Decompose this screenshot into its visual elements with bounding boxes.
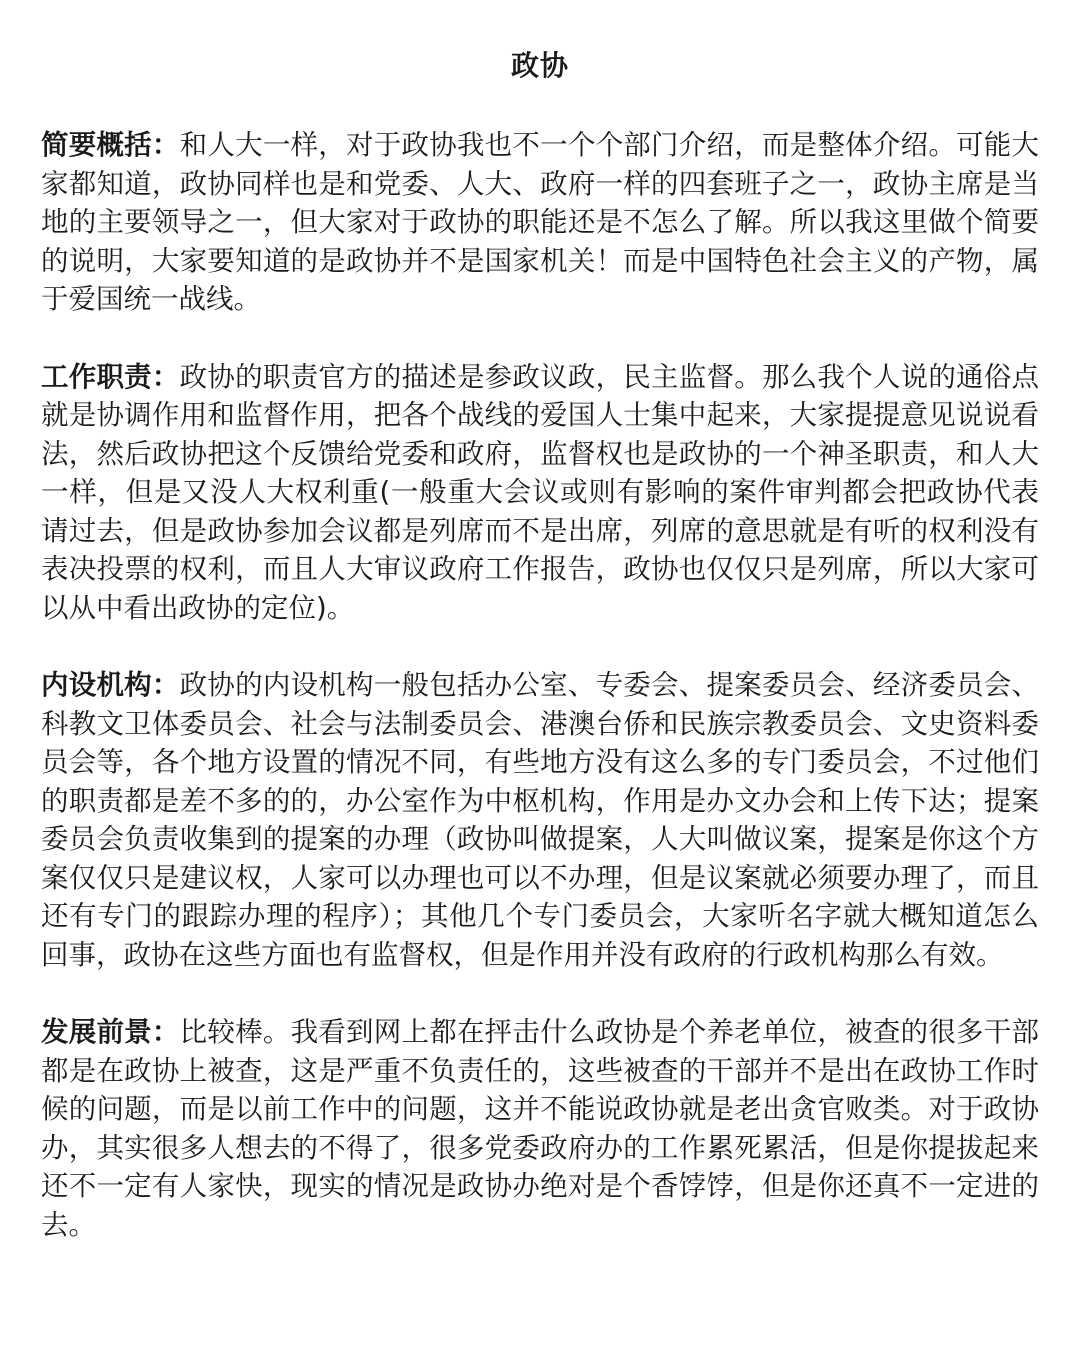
section-departments bbox=[41, 666, 1039, 974]
section-text-summary: 和人大一样，对于政协我也不一个个部门介绍，而是整体介绍。可能大家都知道，政协同样也是和党委、人大、政府一样的四套班子之一，政协主席是当地的主要领导之一，但大家对于政协的职能还是不怎么了解。所以我这里做个简要的说明，大家要知道的是政协并不是国家机关！而是中国特色社会主义的产物，属于爱国统一战线。 bbox=[41, 129, 1040, 315]
section-label-departments: 内设机构： bbox=[41, 669, 180, 701]
section-summary bbox=[41, 126, 1039, 319]
section-label-duties: 工作职责： bbox=[41, 360, 180, 393]
section-label-prospects: 发展前景： bbox=[41, 1016, 180, 1048]
section-text-prospects: 比较棒。我看到网上都在抨击什么政协是个养老单位，被查的很多干部都是在政协上被查，这是严重不负责任的，这些被查的干部并不是出在政协工作时候的问题，而是以前工作中的问题，这并不能说政协就是老出贪官败类。对于政协办，其实很多人想去的不得了，很多党委政府办的工作累死累活，但是你提拔起来还不一定有人家快，现实的情况是政协办绝对是个香饽饽，但是你还真不一定进的去。 bbox=[41, 1016, 1040, 1241]
section-text-duties: 政协的职责官方的描述是参政议政，民主监督。那么我个人说的通俗点就是协调作用和监督作用，把各个战线的爱国人士集中起来，大家提提意见说说看法，然后政协把这个反馈给党委和政府，监督权也是政协的一个神圣职责，和人大一样，但是又没人大权利重(一般重大会议或则有影响的案件审判都会把政协代表请过去，但是政协参加会议都是列席而不是出席，列席的意思就是有听的权利没有表决投票的权利，而且人大审议政府工作报告，政协也仅仅只是列席，所以大家可以从中看出政协的定位)。 bbox=[41, 360, 1040, 624]
section-text-departments: 政协的内设机构一般包括办公室、专委会、提案委员会、经济委员会、科教文卫体委员会、社会与法制委员会、港澳台侨和民族宗教委员会、文史资料委员会等，各个地方设置的情况不同，有些地方没有这么多的专门委员会，不过他们的职责都是差不多的的，办公室作为中枢机构，作用是办文办会和上传下达；提案委员会负责收集到的提案的办理（政协叫做提案，人大叫做议案，提案是你这个方案仅仅只是建议权，人家可以办理也可以不办理，但是议案就必须要办理了，而且还有专门的跟踪办理的程序）；其他几个专门委员会，大家听名字就大概知道怎么回事，政协在这些方面也有监督权，但是作用并没有政府的行政机构那么有效。 bbox=[41, 669, 1040, 971]
page-title: 政协 bbox=[510, 49, 569, 82]
section-prospects bbox=[41, 1013, 1039, 1244]
section-label-summary: 简要概括： bbox=[41, 129, 180, 161]
section-duties bbox=[41, 358, 1039, 628]
